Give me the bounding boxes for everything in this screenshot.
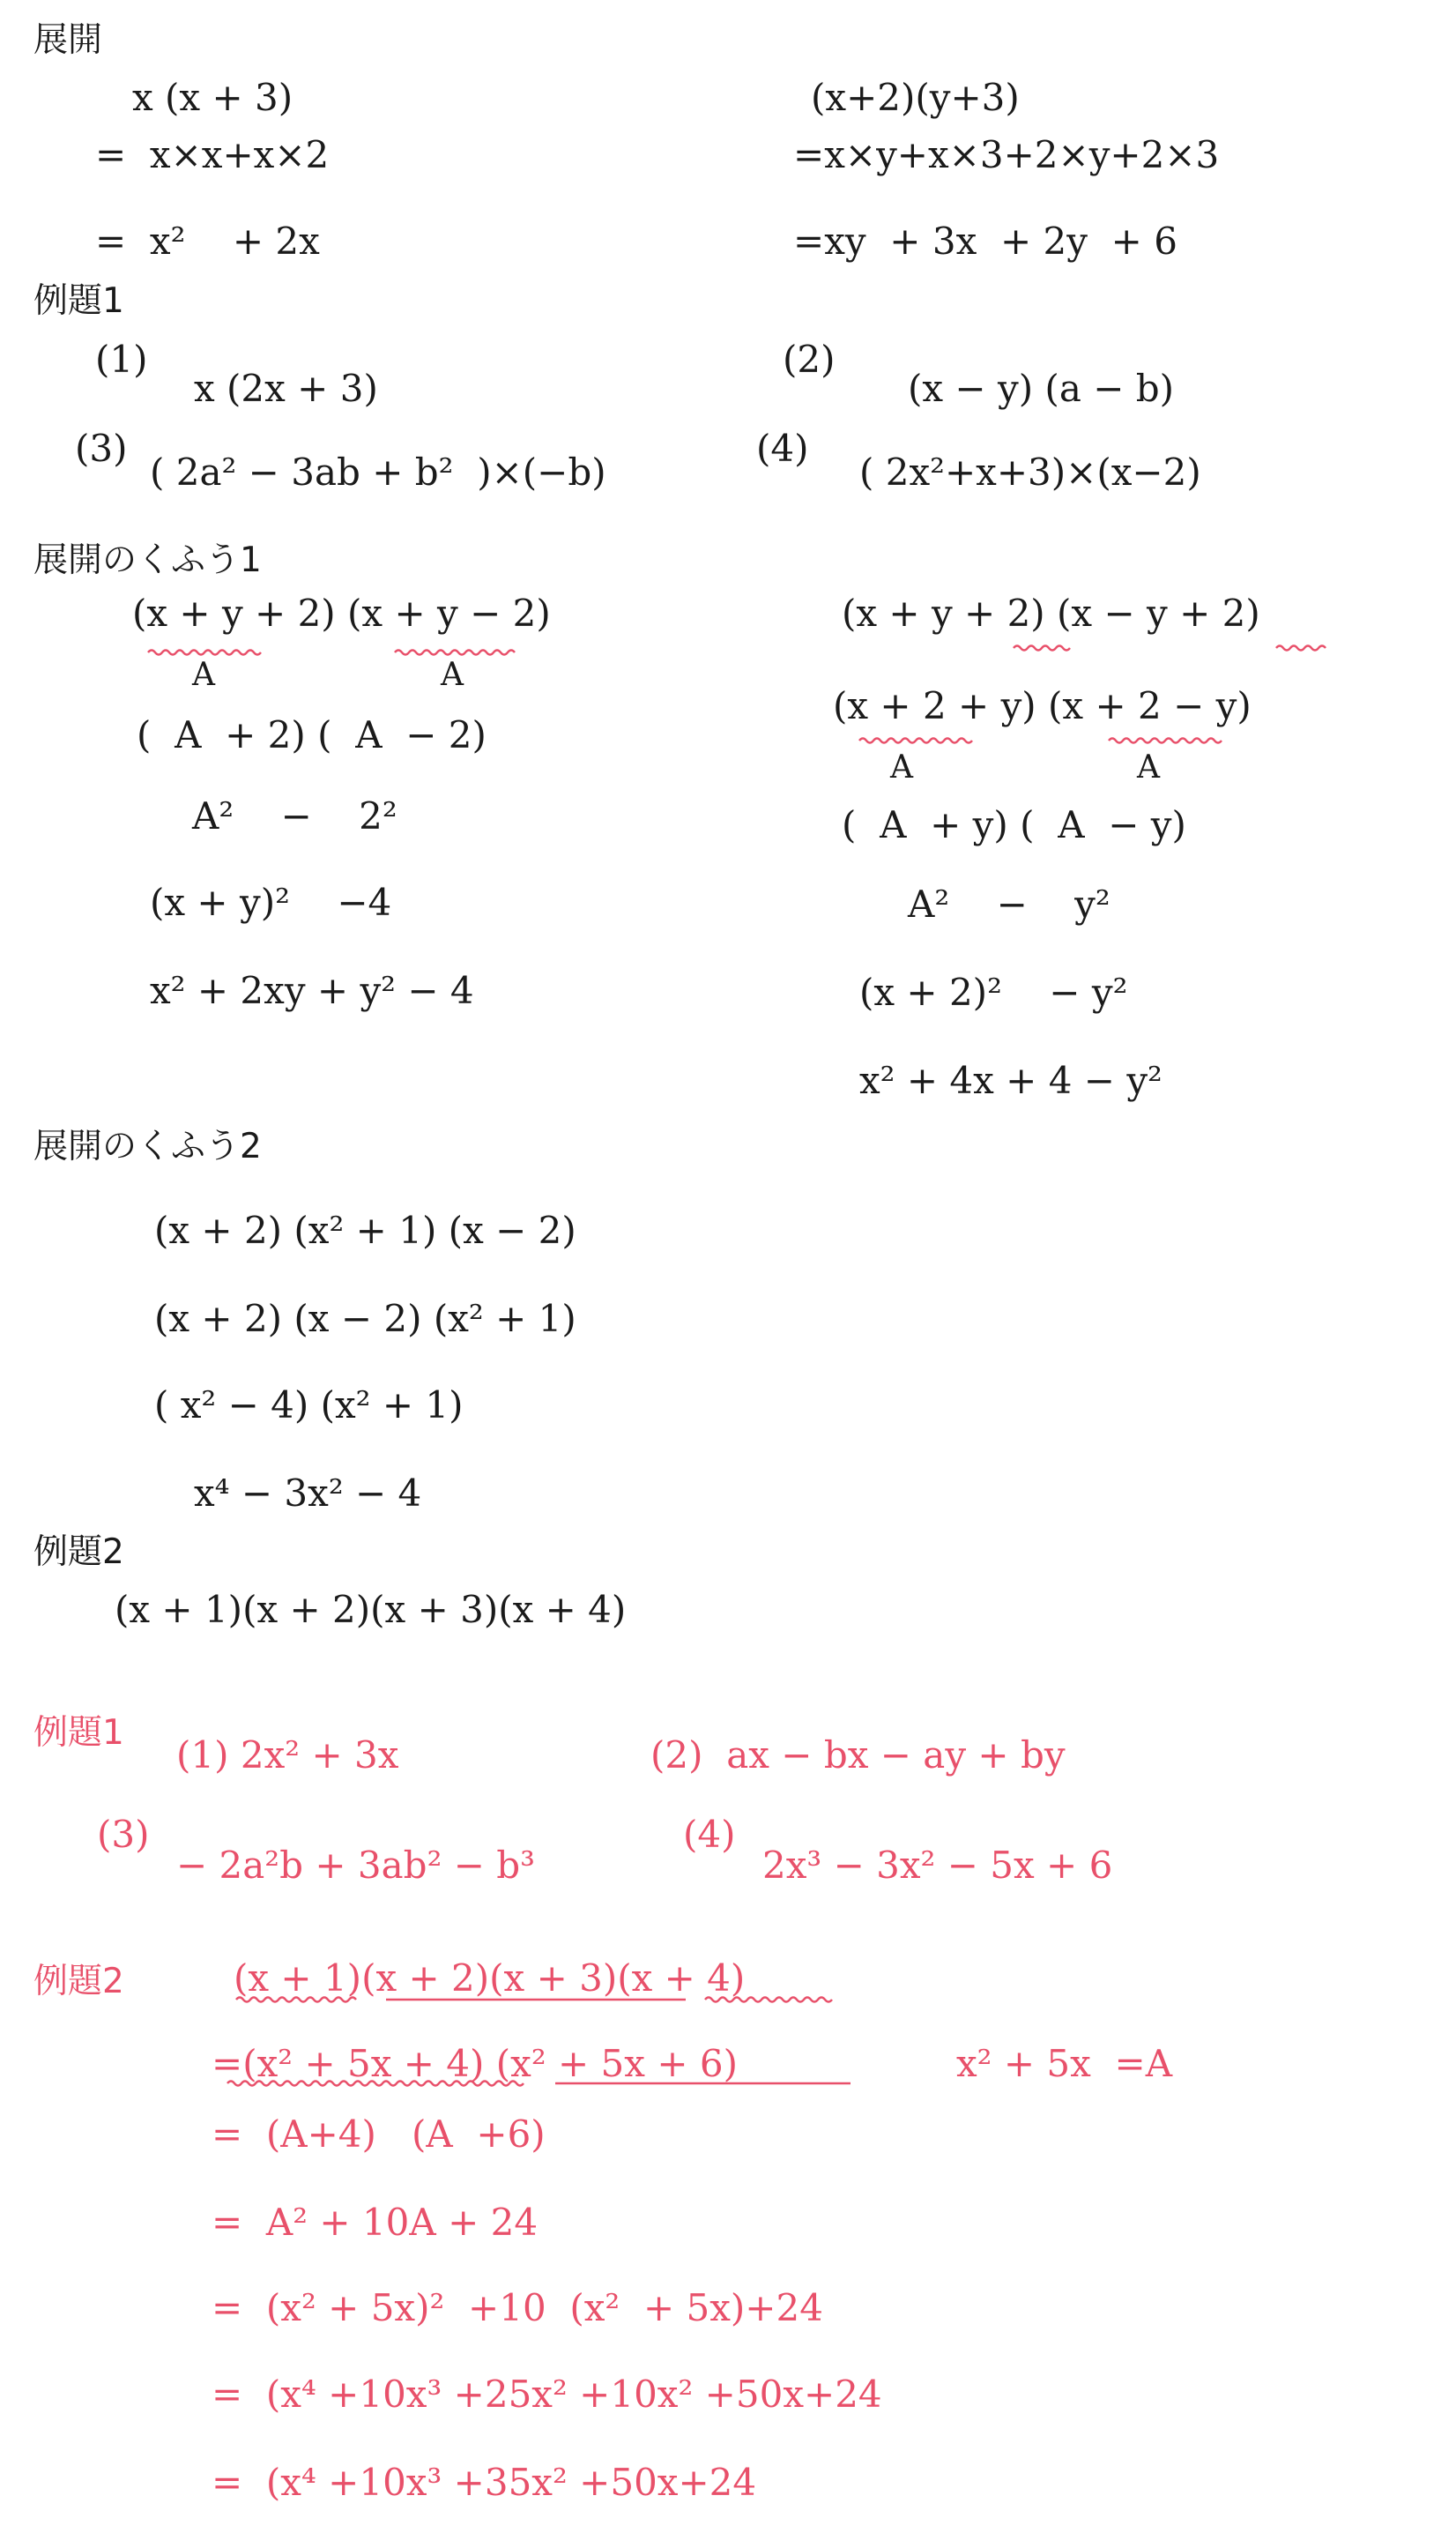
- wavy-underline: [1014, 646, 1070, 651]
- line-q1b: x (2x + 3): [194, 367, 378, 410]
- line-a3l: (3): [97, 1813, 150, 1856]
- line-a1: (1) 2x² + 3x: [176, 1733, 399, 1777]
- line-k2bA: A: [890, 749, 913, 786]
- line-k3b: (x + 2) (x − 2) (x² + 1): [154, 1297, 576, 1340]
- line-b2r: x² + 5x =A: [956, 2042, 1173, 2085]
- line-q1: (1): [95, 338, 148, 381]
- line-r2: (x + 1)(x + 2)(x + 3)(x + 4): [115, 1588, 627, 1631]
- line-k2e: (x + 2)² − y²: [859, 971, 1128, 1014]
- line-k2a: (x + y + 2) (x − y + 2): [842, 592, 1260, 635]
- line-b2: =(x² + 5x + 4) (x² + 5x + 6): [212, 2042, 738, 2085]
- line-b5: = (x² + 5x)² +10 (x² + 5x)+24: [212, 2286, 823, 2329]
- line-h-rei1: 例題1: [33, 281, 124, 321]
- line-k2c: ( A + y) ( A − y): [842, 803, 1186, 846]
- line-b7: = (x⁴ +10x³ +35x² +50x+24: [212, 2461, 757, 2504]
- line-k1c: A² − 2²: [192, 794, 397, 838]
- line-q3: (3): [75, 427, 128, 470]
- wavy-underline: [1109, 739, 1222, 743]
- line-e6: =xy + 3x + 2y + 6: [793, 220, 1177, 263]
- line-k2f: x² + 4x + 4 − y²: [859, 1059, 1163, 1102]
- line-q4b: ( 2x²+x+3)×(x−2): [859, 451, 1201, 494]
- line-a-h1: 例題1: [33, 1713, 124, 1753]
- line-a3: − 2a²b + 3ab² − b³: [176, 1844, 536, 1887]
- wavy-underline: [1276, 646, 1326, 651]
- line-k3a: (x + 2) (x² + 1) (x − 2): [154, 1209, 576, 1252]
- line-a2: (2) ax − bx − ay + by: [650, 1733, 1066, 1777]
- line-k1e: x² + 2xy + y² − 4: [150, 969, 474, 1012]
- line-h-kufu1: 展開のくふう1: [33, 540, 262, 580]
- line-e4: (x+2)(y+3): [811, 76, 1020, 119]
- line-q3b: ( 2a² − 3ab + b² )×(−b): [150, 451, 606, 494]
- line-a4: 2x³ − 3x² − 5x + 6: [762, 1844, 1113, 1887]
- line-k3c: ( x² − 4) (x² + 1): [154, 1383, 464, 1427]
- line-k3d: x⁴ − 3x² − 4: [194, 1471, 422, 1515]
- line-b3: = (A+4) (A +6): [212, 2112, 546, 2156]
- line-k1a: (x + y + 2) (x + y − 2): [132, 592, 551, 635]
- line-q2b: (x − y) (a − b): [908, 367, 1175, 410]
- line-k1aA2: A: [441, 657, 464, 693]
- line-e5: =x×y+x×3+2×y+2×3: [793, 133, 1220, 176]
- line-h-rei2: 例題2: [33, 1532, 124, 1572]
- line-h-kufu2: 展開のくふう2: [33, 1127, 262, 1166]
- line-a4l: (4): [683, 1813, 736, 1856]
- line-h-tenkai: 展開: [33, 20, 103, 60]
- line-e3: = x² + 2x: [95, 220, 320, 263]
- line-q4: (4): [756, 427, 809, 470]
- line-k2b: (x + 2 + y) (x + 2 − y): [833, 684, 1252, 727]
- line-k2bA2: A: [1137, 749, 1160, 786]
- wavy-underline: [859, 739, 972, 743]
- line-k2d: A² − y²: [908, 883, 1111, 926]
- line-k1aA: A: [192, 657, 215, 693]
- line-k1d: (x + y)² −4: [150, 881, 392, 924]
- line-e1: x (x + 3): [132, 76, 293, 119]
- line-a-h2: 例題2: [33, 1962, 124, 2001]
- line-q2: (2): [783, 338, 836, 381]
- line-k1b: ( A + 2) ( A − 2): [137, 713, 487, 756]
- line-e2: = x×x+x×2: [95, 133, 330, 176]
- line-b1: (x + 1)(x + 2)(x + 3)(x + 4): [234, 1956, 746, 2000]
- line-b4: = A² + 10A + 24: [212, 2201, 539, 2244]
- line-b6: = (x⁴ +10x³ +25x² +10x² +50x+24: [212, 2373, 882, 2416]
